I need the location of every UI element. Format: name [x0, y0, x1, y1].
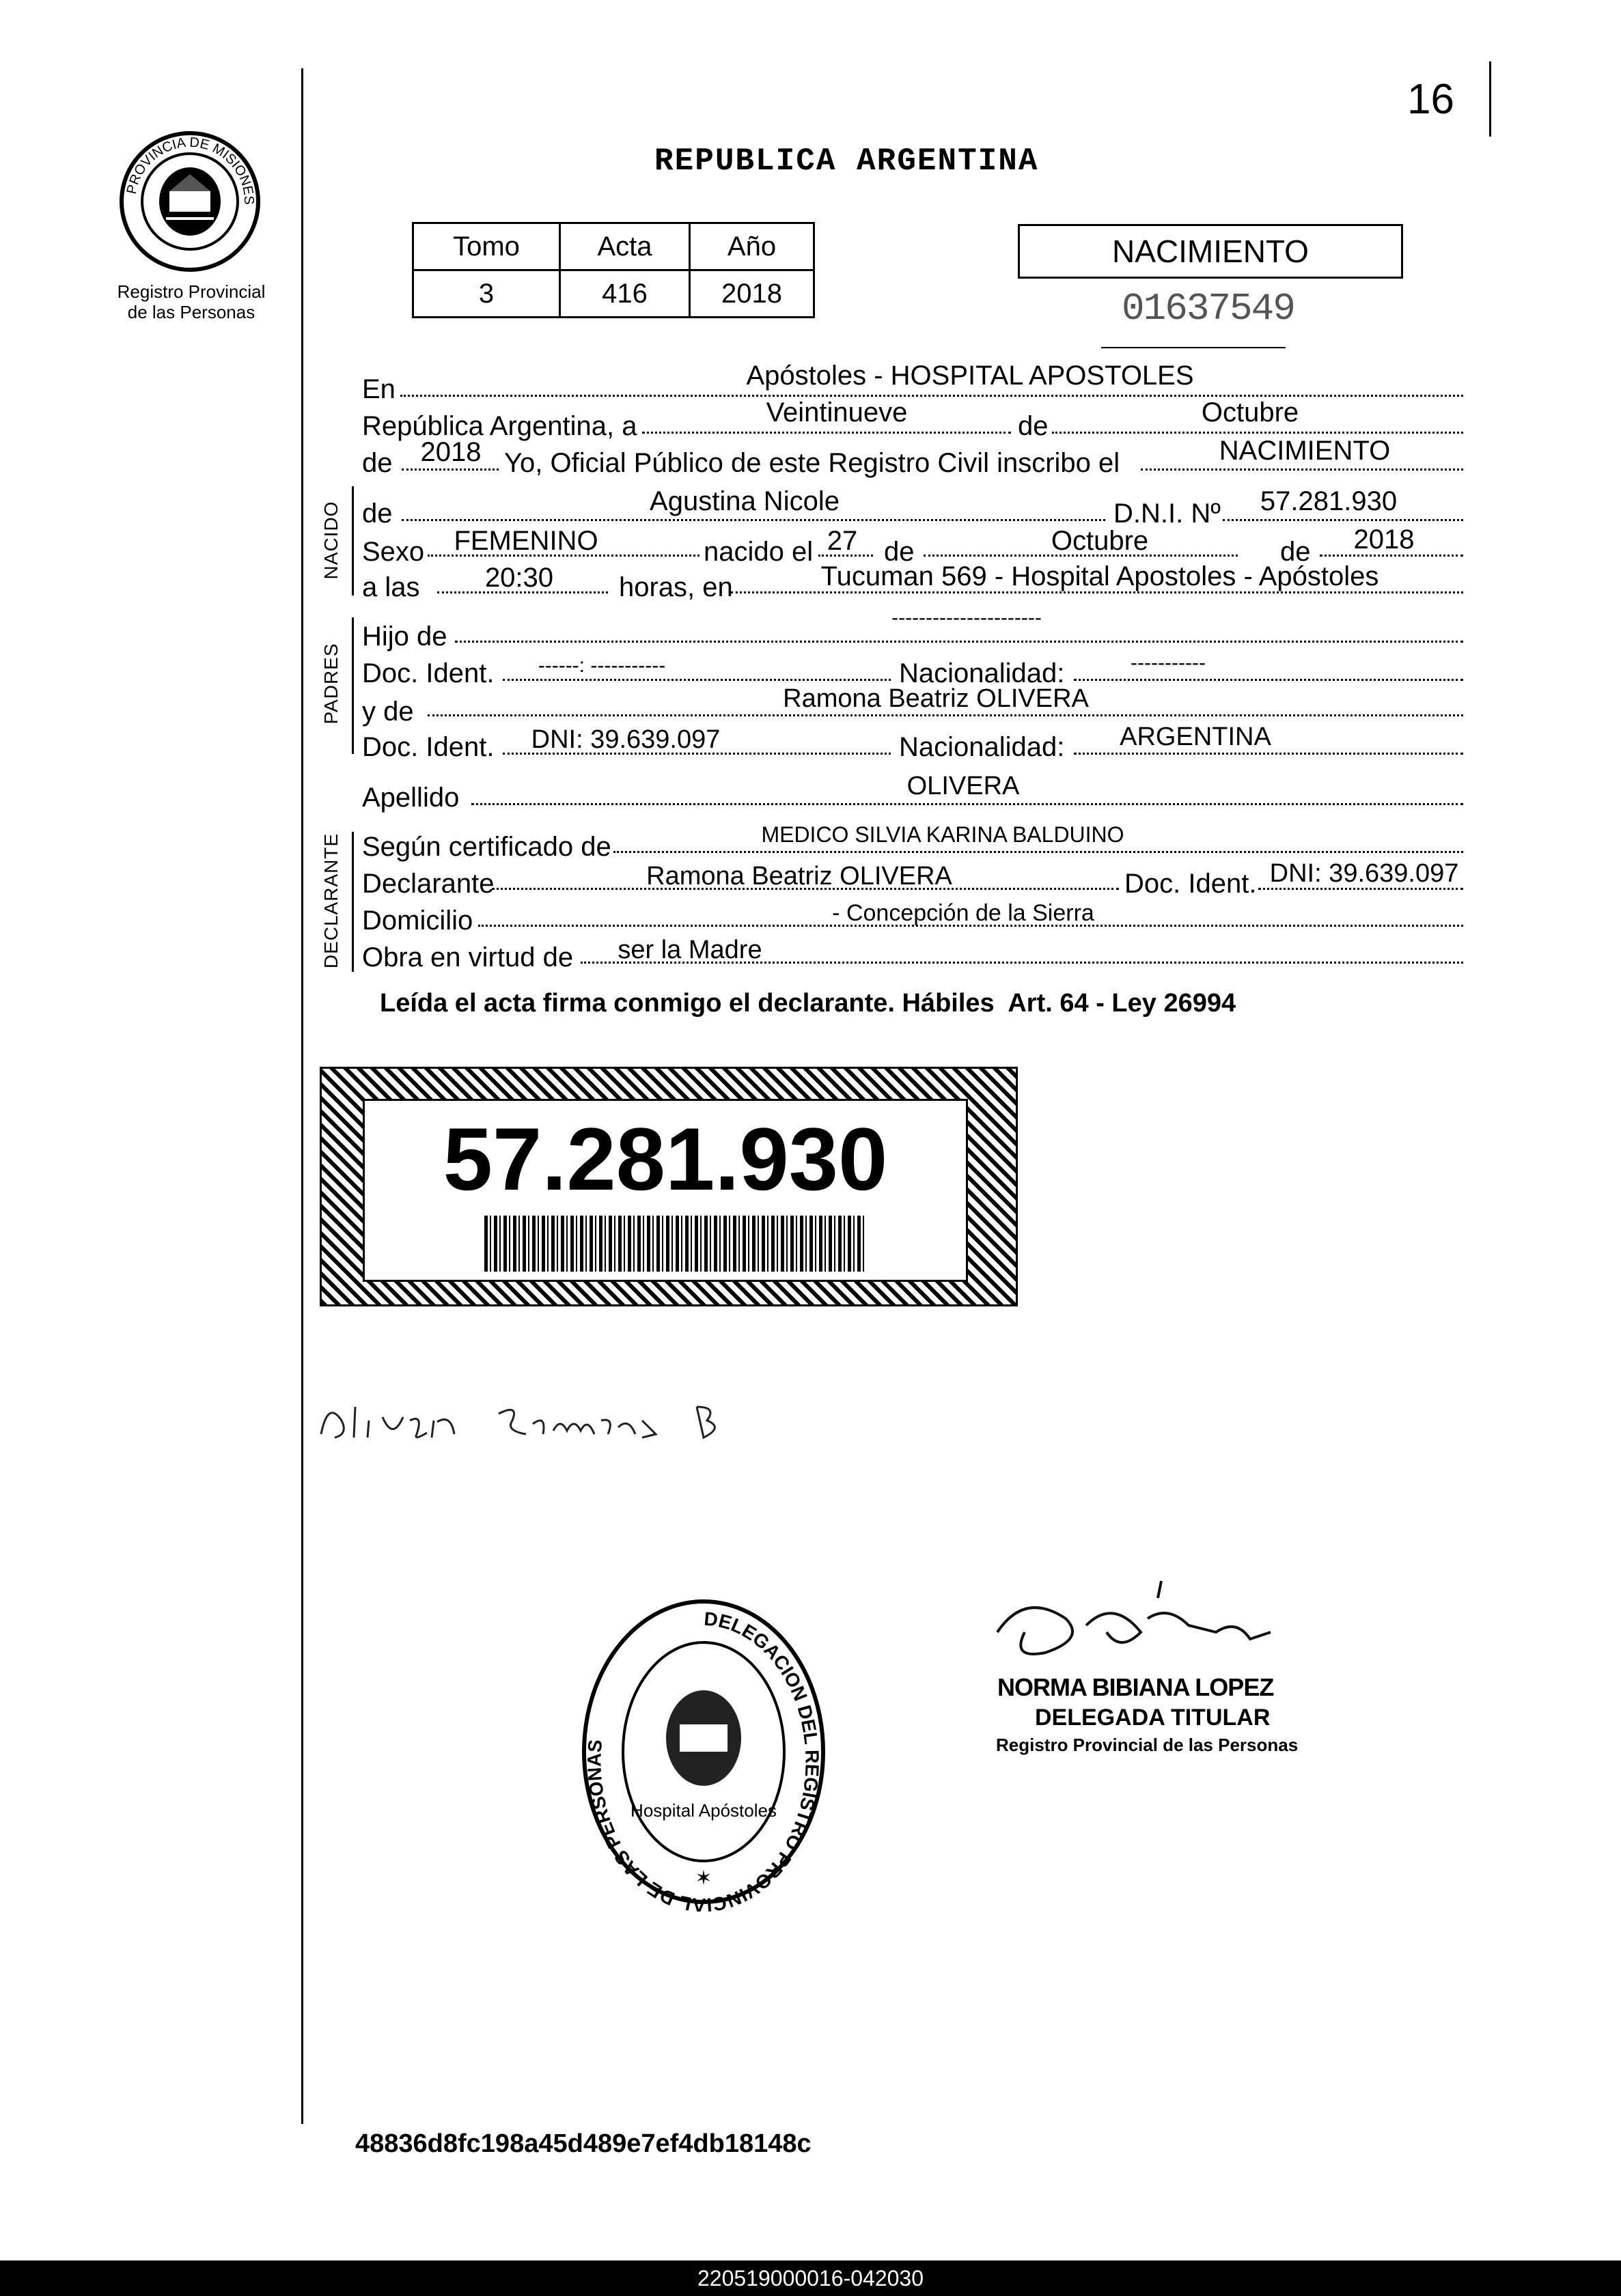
record-type-box [1018, 224, 1403, 279]
document-title: REPUBLICA ARGENTINA [654, 143, 1039, 179]
doc1-value: ------: ----------- [538, 654, 666, 677]
tipo-dots [1141, 468, 1463, 471]
left-margin-rule [301, 68, 303, 2124]
dni-sticker-inner [363, 1099, 968, 1282]
certificado-value: MEDICO SILVIA KARINA BALDUINO [761, 822, 1124, 847]
domicilio-label: Domicilio [362, 906, 473, 936]
official-office: Registro Provincial de las Personas [996, 1735, 1299, 1755]
dni-value: 57.281.930 [1260, 486, 1398, 516]
nombre-value: Agustina Nicole [650, 486, 840, 516]
doc1-dots [503, 679, 891, 681]
nac-dia-value: 27 [827, 526, 858, 556]
nombre-dots [402, 519, 1105, 521]
record-tipo-value: NACIMIENTO [1219, 436, 1391, 466]
tomo-value: 3 [413, 270, 560, 318]
republica-label: República Argentina, a [362, 411, 637, 441]
serial-underline [1101, 347, 1286, 348]
record-mes-value: Octubre [1201, 397, 1299, 428]
doc2-label: Doc. Ident. [362, 732, 495, 762]
sexo-value: FEMENINO [454, 526, 598, 556]
lugar-value: Tucuman 569 - Hospital Apostoles - Apóstoles [820, 561, 1379, 591]
hijo-de-value: ---------------------- [891, 606, 1042, 629]
nac2-value: ARGENTINA [1120, 723, 1271, 751]
logo-caption-line2: de las Personas [127, 302, 255, 322]
dia-dots [642, 432, 1011, 434]
en-value: Apóstoles - HOSPITAL APOSTOLES [746, 361, 1194, 391]
nac-de-mes-label: de [884, 537, 915, 567]
official-title: DELEGADA TITULAR [1035, 1705, 1271, 1731]
record-anio-value: 2018 [420, 437, 482, 467]
nac2-dots [1074, 753, 1463, 755]
sexo-label: Sexo [362, 537, 425, 567]
declarante-label: Declarante [362, 869, 495, 899]
record-dia-value: Veintinueve [766, 397, 908, 428]
anio-value: 2018 [690, 270, 814, 318]
a-las-label: a las [362, 572, 420, 602]
certificado-label: Según certificado de [362, 832, 611, 862]
dni-dots [1223, 519, 1463, 521]
acta-header: Acta [560, 223, 690, 270]
nac2-label: Nacionalidad: [899, 732, 1065, 762]
en-dots [400, 395, 1463, 397]
acta-value: 416 [560, 270, 690, 318]
hijo-de-dots [455, 641, 1463, 643]
nac-mes-value: Octubre [1051, 526, 1149, 556]
anio-header: Año [690, 223, 814, 270]
madre-value: Ramona Beatriz OLIVERA [783, 684, 1089, 713]
horas-en-label: horas, en [619, 572, 733, 602]
nacido-de-label: de [362, 499, 393, 529]
page-number: 16 [1407, 76, 1454, 123]
record-de-label: de [1018, 411, 1049, 441]
oficial-text: Yo, Oficial Público de este Registro Civil inscribo el [504, 448, 1120, 478]
nacido-bracket [352, 486, 354, 596]
hora-value: 20:30 [484, 563, 554, 593]
obra-value: ser la Madre [618, 936, 762, 964]
official-signature [984, 1578, 1305, 1687]
registry-seal [574, 1591, 833, 1912]
nac1-label: Nacionalidad: [899, 658, 1065, 688]
apellido-value: OLIVERA [906, 772, 1020, 800]
domicilio-value: - Concepción de la Sierra [832, 900, 1094, 926]
anio-dots [402, 468, 499, 471]
logo-caption-line1: Registro Provincial [117, 281, 266, 302]
nac1-dots [1074, 679, 1463, 681]
nac-anio-value: 2018 [1353, 524, 1415, 555]
serial-number: 01637549 [1122, 287, 1294, 331]
seal-inner-text: Hospital Apóstoles [631, 1800, 777, 1821]
document-hash: 48836d8fc198a45d489e7ef4db18148c [355, 2129, 812, 2158]
tomo-acta-anio-table [412, 222, 815, 318]
declarante-section-label: DECLARANTE [320, 832, 342, 969]
declarante-value: Ramona Beatriz OLIVERA [646, 862, 952, 891]
declarante-doc-value: DNI: 39.639.097 [1269, 859, 1459, 888]
declarante-bracket [352, 832, 354, 972]
nac1-value: ----------- [1131, 652, 1206, 674]
logo-ring-text: PROVINCIA DE MISIONES [124, 135, 257, 206]
y-de-label: y de [362, 697, 414, 727]
nacido-section-label: NACIDO [320, 501, 342, 580]
doc1-label: Doc. Ident. [362, 658, 495, 688]
right-margin-rule [1489, 61, 1491, 137]
dni-label: D.N.I. Nº [1113, 499, 1221, 529]
dni-barcode [484, 1216, 867, 1272]
hijo-de-label: Hijo de [362, 621, 447, 652]
obra-label: Obra en virtud de [362, 942, 574, 972]
dni-sticker [320, 1067, 1018, 1306]
coat-of-arms-logo [115, 126, 265, 277]
nac-de-anio-label: de [1280, 537, 1311, 567]
closing-text: Leída el acta firma conmigo el declarante. Hábiles Art. 64 - Ley 26994 [380, 989, 1236, 1018]
doc2-value: DNI: 39.639.097 [531, 725, 721, 754]
official-name: NORMA BIBIANA LOPEZ [997, 1673, 1274, 1701]
tomo-header: Tomo [413, 223, 560, 270]
madre-dots [428, 714, 1463, 716]
apellido-dots [471, 803, 1463, 805]
seal-ring-text: DELEGACION DEL REGISTRO PROVINCIAL DE LAS PERSONAS [583, 1608, 823, 1912]
record-type-label: NACIMIENTO [1112, 234, 1309, 269]
nacido-el-label: nacido el [704, 537, 814, 567]
certificado-dots [613, 851, 1463, 853]
declarante-doc-label: Doc. Ident. [1124, 869, 1257, 899]
apellido-label: Apellido [362, 783, 460, 813]
footer-id-bar: 220519000016-042030 [0, 2260, 1621, 2296]
mes-dots [1052, 432, 1463, 434]
en-label: En [362, 374, 396, 404]
padres-section-label: PADRES [320, 643, 342, 725]
record-de2-label: de [362, 448, 393, 478]
svg-text:✶: ✶ [695, 1867, 712, 1890]
padres-bracket [352, 617, 354, 754]
dni-sticker-number: 57.281.930 [443, 1109, 888, 1209]
handwritten-signature [314, 1380, 751, 1455]
